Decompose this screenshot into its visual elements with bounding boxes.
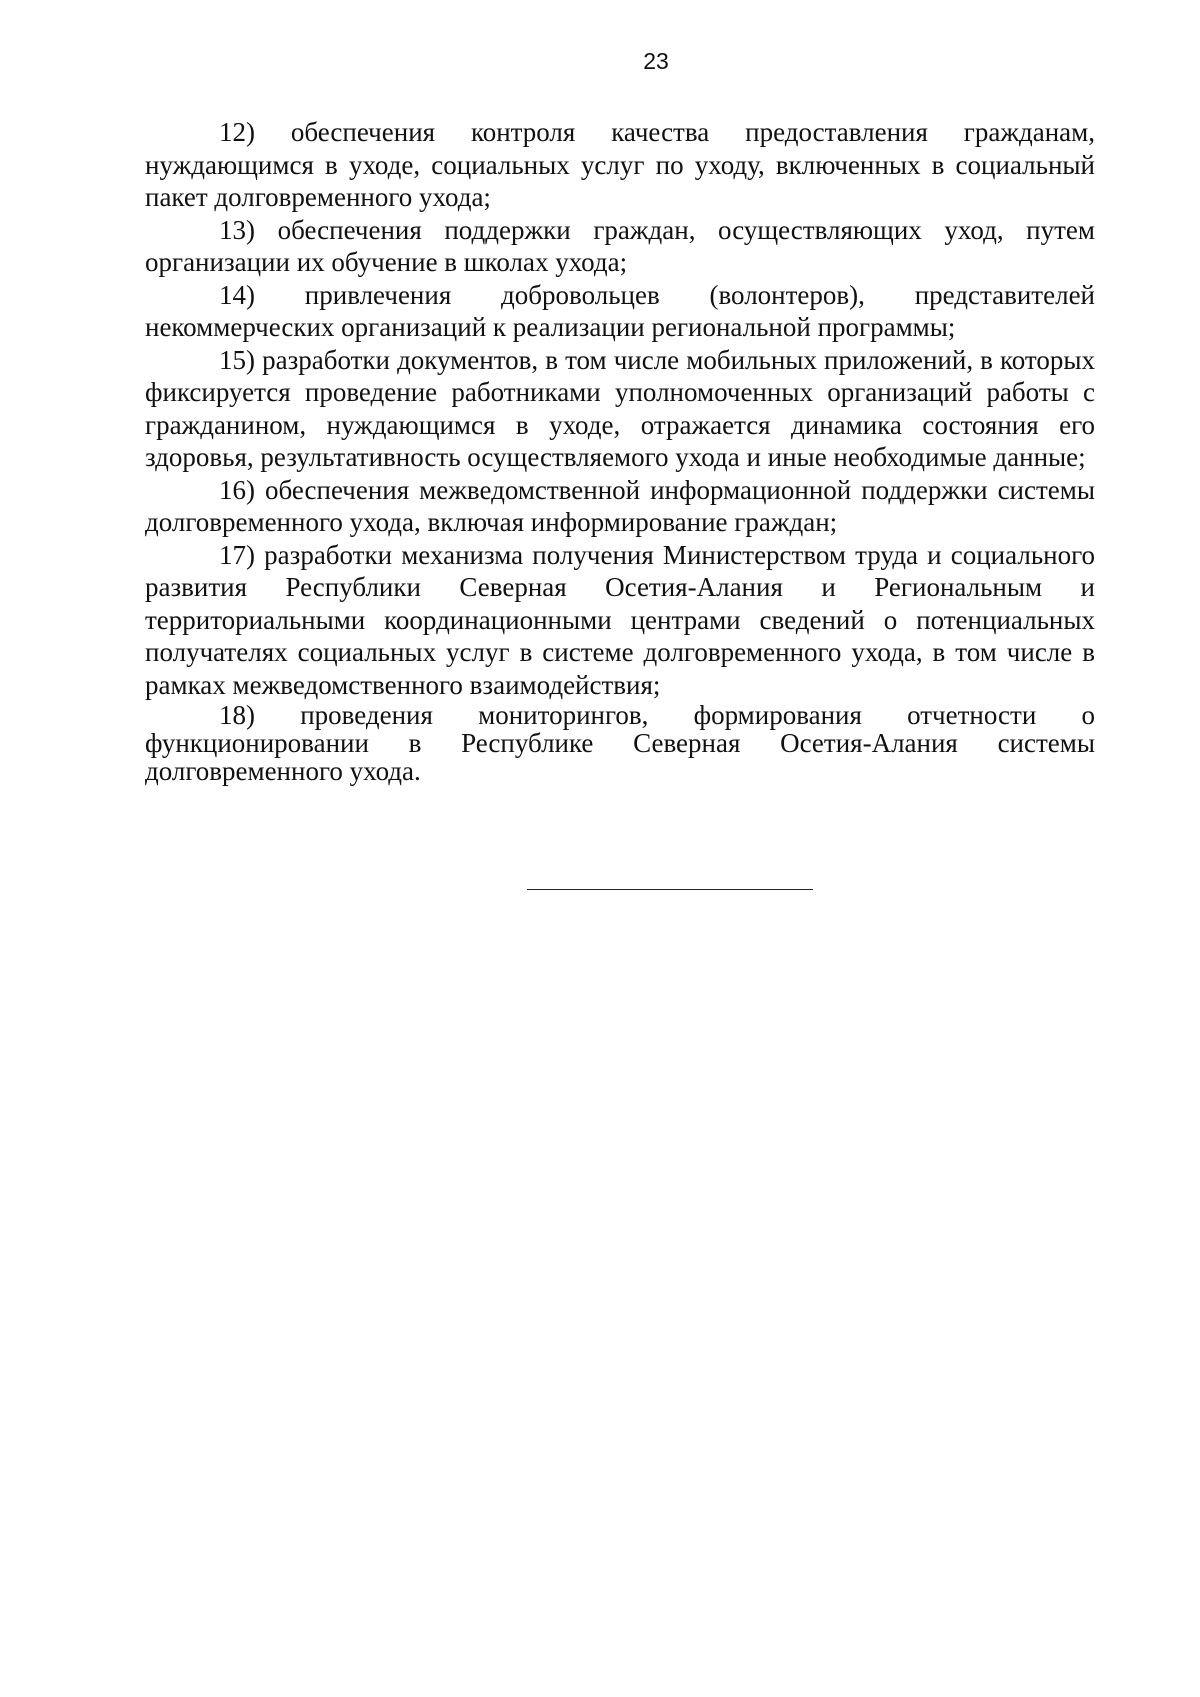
end-of-text-divider: [527, 889, 813, 890]
document-body: [145, 116, 1095, 785]
list-item: 18) проведения мониторингов, формирования отчетности о функционировании в Республике Северная Осетия-Алания системы долговременного ухода.: [145, 700, 1095, 786]
list-item: 15) разработки документов, в том числе мобильных приложений, в которых фиксируется проведение работниками уполномоченных организаций работы с гражданином, нуждающимся в уходе, отражается динамика состояния его здоровья, результативность осуществляемого ухода и иные необходимые данные;: [145, 344, 1095, 472]
list-item: 17) разработки механизма получения Министерством труда и социального развития Республики Северная Осетия-Алания и Региональным и территориальными координационными центрами сведений о потенциальных получателях социальных услуг в системе долговременного ухода, в том числе в рамках межведомственного взаимодействия;: [145, 539, 1095, 700]
list-item: 12) обеспечения контроля качества предоставления гражданам, нуждающимся в уходе, социальных услуг по уходу, включенных в социальный пакет долговременного ухода;: [145, 117, 1095, 212]
list-item: 16) обеспечения межведомственной информационной поддержки системы долговременного ухода, включая информирование граждан;: [145, 474, 1095, 537]
list-item: 13) обеспечения поддержки граждан, осуществляющих уход, путем организации их обучение в школах ухода;: [145, 214, 1095, 277]
page-number: 23: [643, 48, 669, 74]
list-item: 14) привлечения добровольцев (волонтеров), представителей некоммерческих организаций к реализации региональной программы;: [145, 279, 1095, 342]
